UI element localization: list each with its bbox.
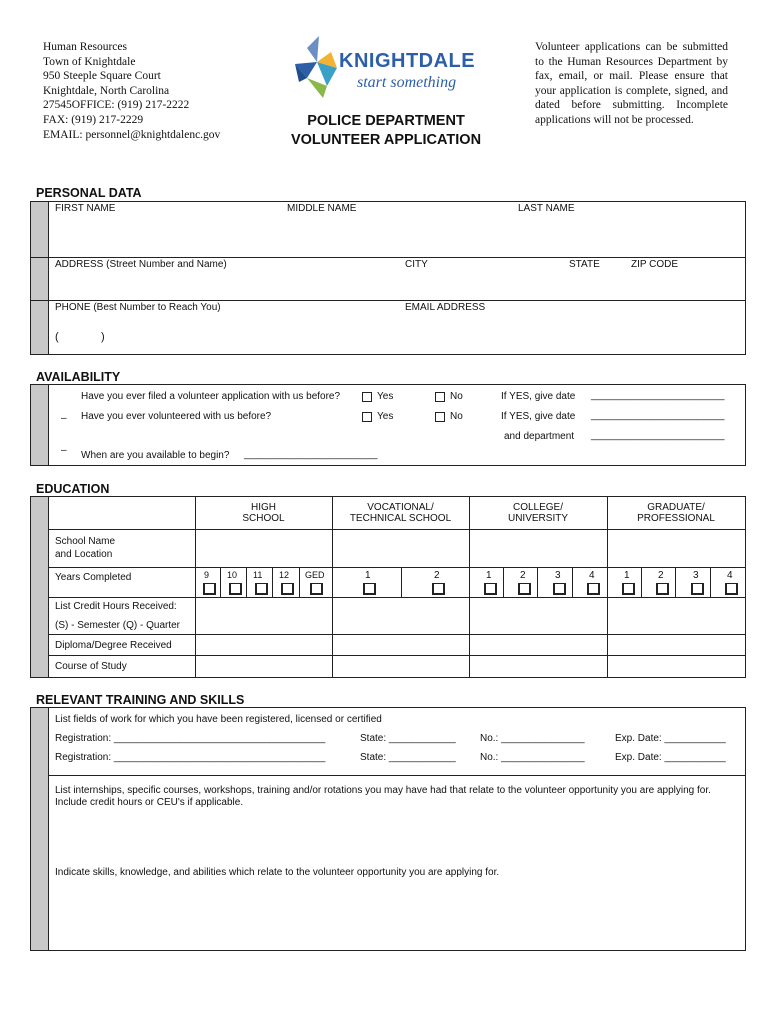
- skills-prompt: Indicate skills, knowledge, and abilities which relate to the volunteer opportunity you are applying for.: [55, 867, 500, 878]
- voc-year-label: 1: [365, 570, 371, 581]
- hs-year-checkbox[interactable]: [203, 583, 216, 595]
- availability-section: – – Have you ever filed a volunteer application with us before? Have you ever volunteered with us before? When are you available to begin? ________________________ Yes No If YES, give date ________________________ Yes No If YES, give date ________________________ and department ________________________: [30, 384, 746, 466]
- hr-address-block: [43, 40, 220, 142]
- address-line: Knightdale, North Carolina: [43, 84, 170, 97]
- personal-data-heading: PERSONAL DATA: [36, 186, 142, 200]
- q2-no-checkbox[interactable]: [435, 412, 445, 422]
- college-year-label: 4: [589, 570, 595, 581]
- college-year-checkbox[interactable]: [518, 583, 531, 595]
- grad-year-checkbox[interactable]: [691, 583, 704, 595]
- logo-wordmark: KNIGHTDALE: [339, 50, 476, 72]
- number-2[interactable]: No.: _______________: [480, 752, 585, 763]
- and-department-label: and department: [504, 431, 575, 442]
- address-line: FAX: (919) 217-2229: [43, 113, 144, 126]
- hs-year-label: 9: [204, 570, 210, 580]
- hs-ged-checkbox[interactable]: [310, 583, 323, 595]
- q1-no-label: No: [450, 391, 463, 402]
- available-begin-question: When are you available to begin?: [81, 450, 230, 461]
- begin-date-blank[interactable]: ________________________: [244, 449, 378, 460]
- section-sidebar: [31, 708, 49, 950]
- years-completed-row-label: Years Completed: [55, 572, 132, 583]
- address-label: ADDRESS (Street Number and Name): [55, 259, 227, 270]
- phone-area-close: ): [101, 331, 105, 343]
- hs-year-label: GED: [305, 570, 325, 580]
- voc-year-checkbox[interactable]: [363, 583, 376, 595]
- exp-date-2[interactable]: Exp. Date: ___________: [615, 752, 726, 763]
- grad-year-checkbox[interactable]: [656, 583, 669, 595]
- number-1[interactable]: No.: _______________: [480, 733, 585, 744]
- voc-year-label: 2: [434, 570, 440, 581]
- hs-year-checkbox[interactable]: [281, 583, 294, 595]
- title-line-2: VOLUNTEER APPLICATION: [290, 132, 482, 148]
- college-year-label: 1: [486, 570, 492, 581]
- volunteered-before-question: Have you ever volunteered with us before?: [81, 411, 272, 422]
- section-sidebar: [31, 497, 49, 677]
- voc-year-checkbox[interactable]: [432, 583, 445, 595]
- semester-quarter-label: (S) - Semester (Q) - Quarter: [55, 620, 181, 631]
- grad-year-label: 1: [624, 570, 630, 581]
- personal-data-section: [30, 201, 746, 355]
- address-line: 950 Steeple Square Court: [43, 70, 161, 83]
- q2-date-blank[interactable]: ________________________: [591, 410, 725, 421]
- internships-prompt: List internships, specific courses, workshops, training and/or rotations you may have had that relate to the volunteer opportunity you are applying for. Include credit hours or CEU's if applicable.: [55, 785, 711, 808]
- college-year-label: 3: [555, 570, 561, 581]
- first-name-label: FIRST NAME: [55, 203, 116, 214]
- diploma-row-label: Diploma/Degree Received: [55, 640, 172, 651]
- credit-hours-row-label: List Credit Hours Received:: [55, 601, 177, 612]
- training-section: [30, 707, 746, 951]
- phone-label: PHONE (Best Number to Reach You): [55, 302, 221, 313]
- q1-no-checkbox[interactable]: [435, 392, 445, 402]
- hs-year-checkbox[interactable]: [229, 583, 242, 595]
- filed-before-question: Have you ever filed a volunteer application with us before?: [81, 391, 341, 402]
- education-heading: EDUCATION: [36, 482, 110, 496]
- registration-1[interactable]: Registration: ______________________________________: [55, 733, 326, 744]
- address-line: Town of Knightdale: [43, 55, 136, 68]
- submission-notice: Volunteer applications can be submitted to the Human Resources Department by fax, email, or mail. Please ensure that your application is complete, signed, and dated before submitting. Incomplete applications will not be processed.: [535, 41, 728, 126]
- college-year-checkbox[interactable]: [553, 583, 566, 595]
- middle-name-label: MIDDLE NAME: [287, 203, 357, 214]
- hs-year-checkbox[interactable]: [255, 583, 268, 595]
- knightdale-logo: [293, 32, 483, 102]
- hs-year-label: 10: [227, 570, 238, 580]
- state-label: STATE: [569, 259, 600, 270]
- college-year-checkbox[interactable]: [587, 583, 600, 595]
- state-2[interactable]: State: ____________: [360, 752, 456, 763]
- q2-yes-label: Yes: [377, 411, 394, 422]
- availability-heading: AVAILABILITY: [36, 370, 121, 384]
- graduate-header: GRADUATE/ PROFESSIONAL: [637, 502, 715, 524]
- education-section: [30, 496, 746, 678]
- q1-yes-checkbox[interactable]: [362, 392, 372, 402]
- grad-year-checkbox[interactable]: [725, 583, 738, 595]
- address-line: 27545OFFICE: (919) 217-2222: [43, 99, 190, 112]
- city-label: CITY: [405, 259, 428, 270]
- training-heading: RELEVANT TRAINING AND SKILLS: [36, 693, 245, 707]
- fields-prompt: List fields of work for which you have been registered, licensed or certified: [55, 714, 382, 725]
- grad-year-label: 2: [658, 570, 664, 581]
- q2-yes-checkbox[interactable]: [362, 412, 372, 422]
- q1-if-yes-label: If YES, give date: [501, 391, 576, 402]
- email-label: EMAIL ADDRESS: [405, 302, 486, 313]
- zip-code-label: ZIP CODE: [631, 259, 679, 270]
- school-name-row-label: School Name and Location: [55, 536, 116, 560]
- college-header: COLLEGE/ UNIVERSITY: [507, 502, 568, 524]
- department-blank[interactable]: ________________________: [591, 430, 725, 441]
- hs-year-label: 12: [279, 570, 290, 580]
- last-name-label: LAST NAME: [518, 203, 575, 214]
- form-title: [282, 112, 490, 150]
- section-sidebar: [31, 385, 49, 465]
- exp-date-1[interactable]: Exp. Date: ___________: [615, 733, 726, 744]
- vocational-header: VOCATIONAL/ TECHNICAL SCHOOL: [349, 502, 452, 524]
- logo-tagline: start something: [357, 74, 457, 91]
- q1-date-blank[interactable]: ________________________: [591, 390, 725, 401]
- q1-yes-label: Yes: [377, 391, 394, 402]
- q2-no-label: No: [450, 411, 463, 422]
- course-study-row-label: Course of Study: [55, 661, 127, 672]
- hs-year-label: 11: [253, 570, 263, 580]
- college-year-label: 2: [520, 570, 526, 581]
- grad-year-label: 3: [693, 570, 699, 581]
- state-1[interactable]: State: ____________: [360, 733, 456, 744]
- grad-year-checkbox[interactable]: [622, 583, 635, 595]
- address-line: EMAIL: personnel@knightdalenc.gov: [43, 128, 221, 141]
- registration-2[interactable]: Registration: ______________________________________: [55, 752, 326, 763]
- college-year-checkbox[interactable]: [484, 583, 497, 595]
- phone-area-open: (: [55, 331, 59, 343]
- section-sidebar: [31, 202, 49, 354]
- high-school-header: HIGH SCHOOL: [242, 502, 285, 524]
- title-line-1: POLICE DEPARTMENT: [307, 113, 465, 129]
- grad-year-label: 4: [727, 570, 733, 581]
- q2-if-yes-label: If YES, give date: [501, 411, 576, 422]
- address-line: Human Resources: [43, 41, 127, 53]
